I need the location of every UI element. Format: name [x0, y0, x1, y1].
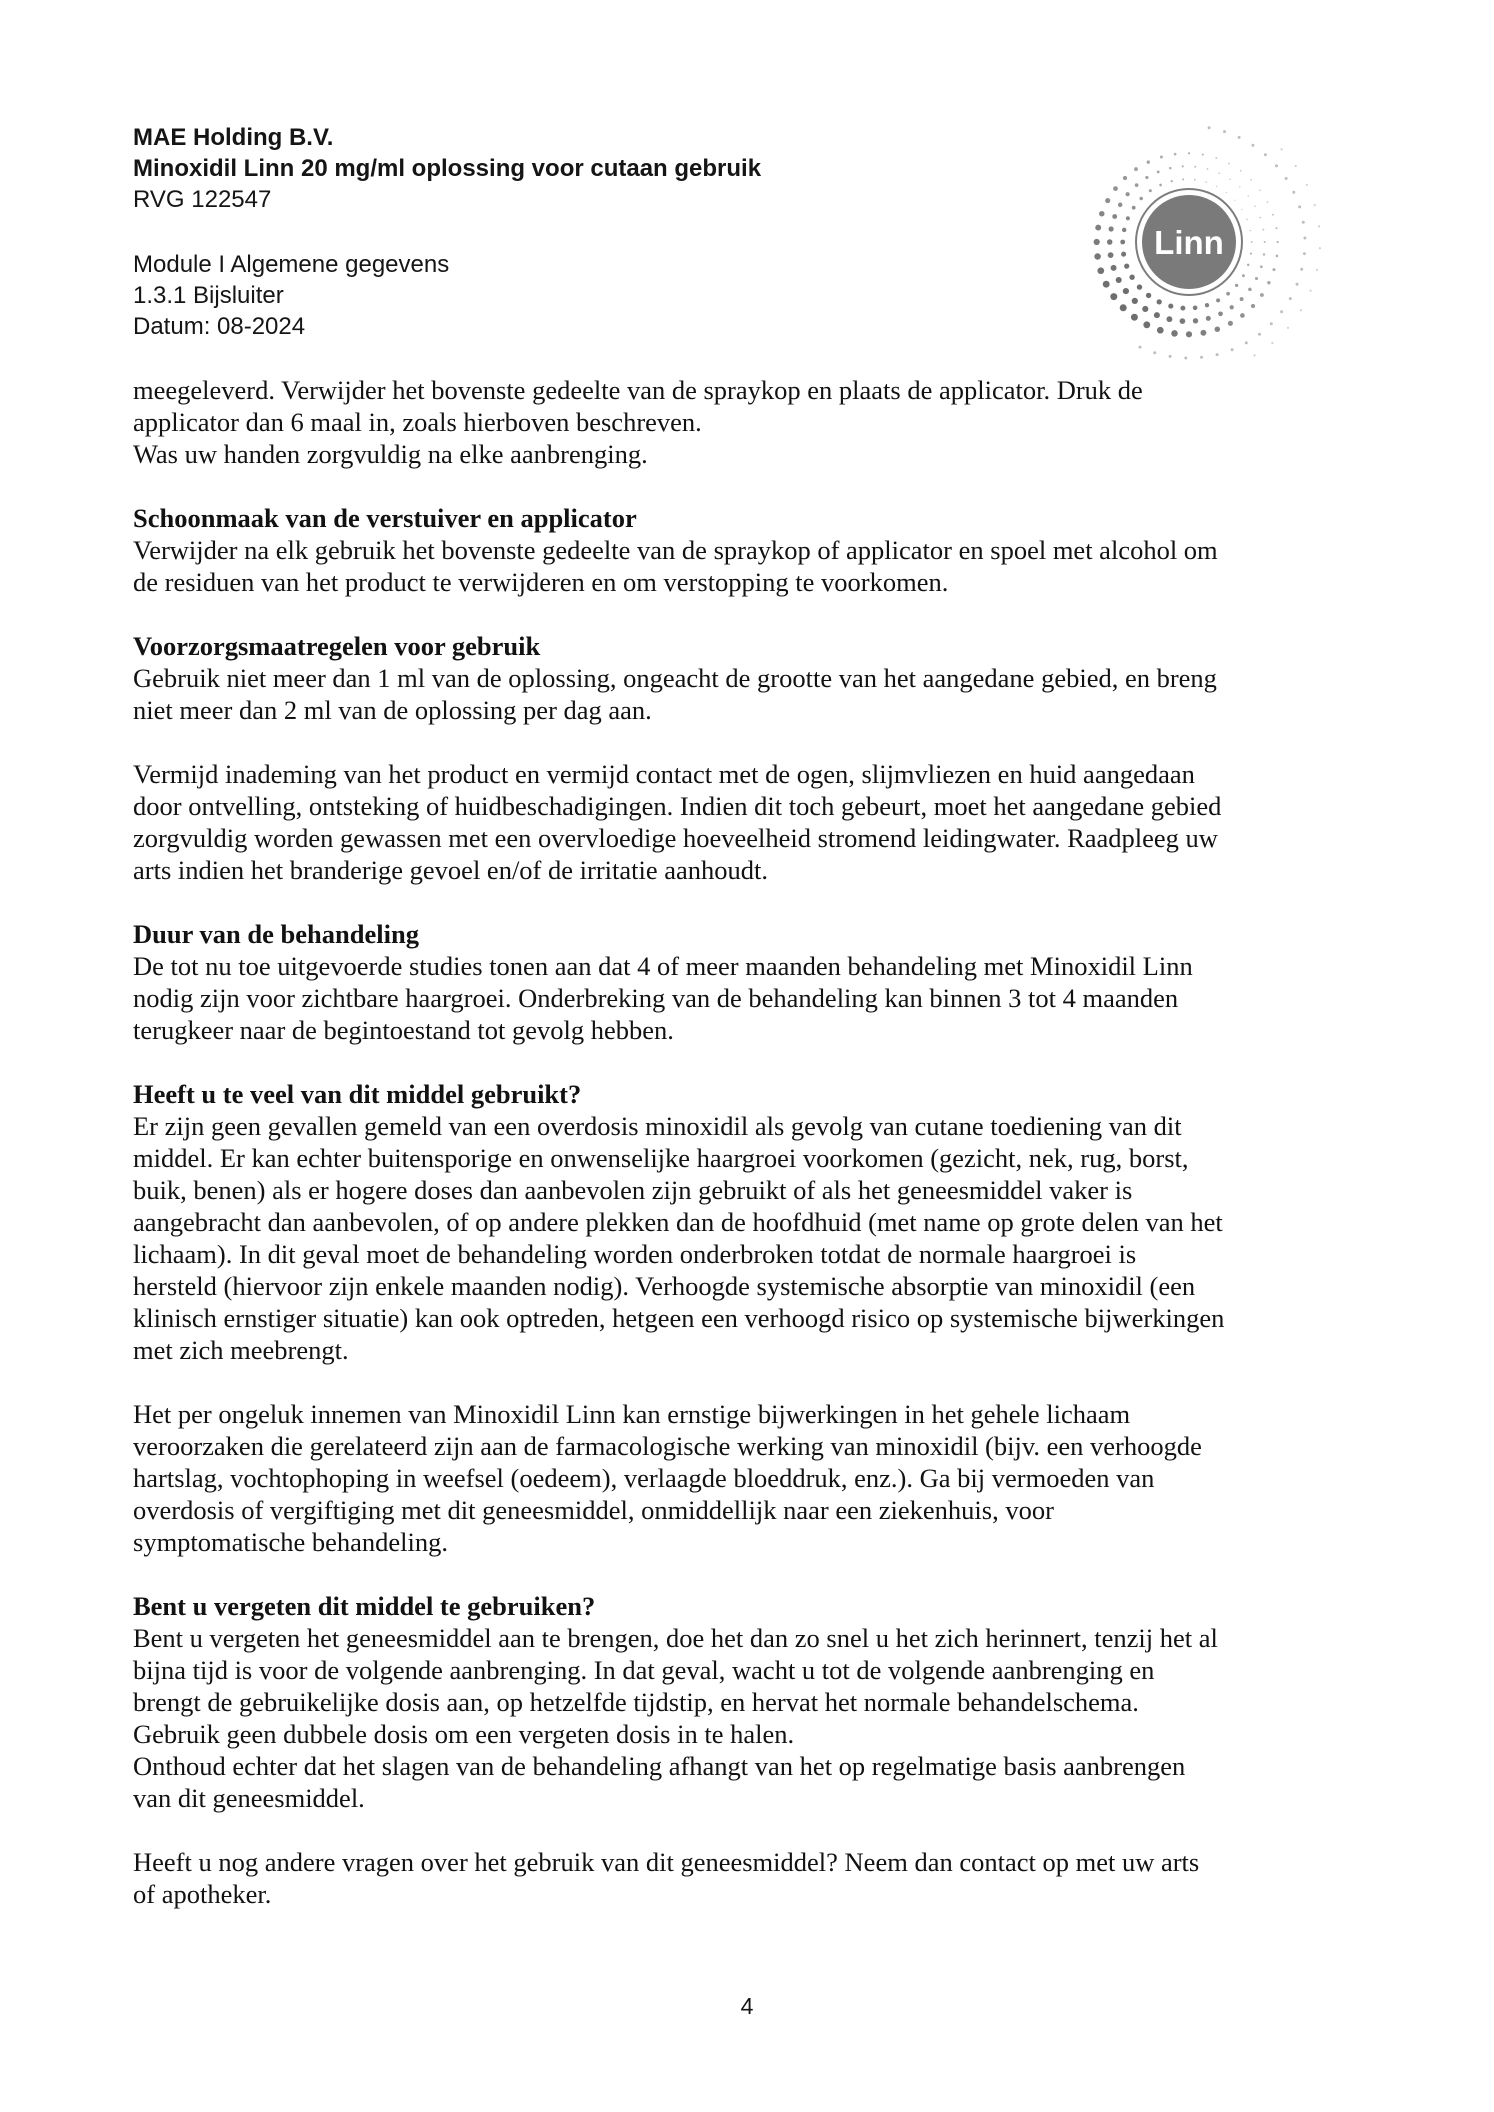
text-line: symptomatische behandeling. [133, 1527, 448, 1557]
text-line: lichaam). In dit geval moet de behandeling worden onderbroken totdat de normale haargroei is [133, 1239, 1137, 1269]
text-line: De tot nu toe uitgevoerde studies tonen aan dat 4 of meer maanden behandeling met Minoxidil Linn [133, 951, 1193, 981]
text-line: bijna tijd is voor de volgende aanbrenging. In dat geval, wacht u tot de volgende aanbrenging en [133, 1655, 1155, 1685]
text-line: Vermijd inademing van het product en vermijd contact met de ogen, slijmvliezen en huid aangedaan [133, 759, 1195, 789]
text-line: de residuen van het product te verwijderen en om verstopping te voorkomen. [133, 567, 949, 597]
paragraph [133, 950, 1224, 1046]
text-line: van dit geneesmiddel. [133, 1783, 365, 1813]
page-number: 4 [740, 1993, 754, 2019]
text-line: Het per ongeluk innemen van Minoxidil Linn kan ernstige bijwerkingen in het gehele lichaam [133, 1399, 1131, 1429]
date-line: Datum: 08-2024 [133, 313, 306, 340]
text-line: Bent u vergeten het geneesmiddel aan te brengen, doe het dan zo snel u het zich herinnert, tenzij het al [133, 1623, 1218, 1653]
text-line: nodig zijn voor zichtbare haargroei. Onderbreking van de behandeling kan binnen 3 tot 4 maanden [133, 983, 1179, 1013]
company-name: MAE Holding B.V. [133, 124, 334, 151]
module-line: Module I Algemene gegevens [133, 251, 450, 278]
text-line: Heeft u nog andere vragen over het gebruik van dit geneesmiddel? Neem dan contact op met uw arts [133, 1847, 1200, 1877]
paragraph [133, 1110, 1224, 1366]
text-line: niet meer dan 2 ml van de oplossing per dag aan. [133, 695, 652, 725]
text-line: door ontvelling, ontsteking of huidbeschadigingen. Indien dit toch gebeurt, moet het aangedane gebied [133, 791, 1222, 821]
paragraph [133, 1622, 1224, 1814]
text-line: terugkeer naar de begintoestand tot gevolg hebben. [133, 1015, 674, 1045]
paragraph [133, 758, 1224, 886]
text-line: Was uw handen zorgvuldig na elke aanbrenging. [133, 439, 648, 469]
logo-wordmark: Linn [1154, 224, 1224, 261]
section-line: 1.3.1 Bijsluiter [133, 282, 284, 309]
text-line: meegeleverd. Verwijder het bovenste gedeelte van de spraykop en plaats de applicator. Druk de [133, 375, 1143, 405]
section-heading: Schoonmaak van de verstuiver en applicator [133, 503, 637, 533]
text-line: veroorzaken die gerelateerd zijn aan de farmacologische werking van minoxidil (bijv. een verhoogde [133, 1431, 1202, 1461]
text-line: buik, benen) als er hogere doses dan aanbevolen zijn gebruikt of als het geneesmiddel vaker is [133, 1175, 1133, 1205]
text-line: zorgvuldig worden gewassen met een overvloedige hoeveelheid stromend leidingwater. Raadpleeg uw [133, 823, 1218, 853]
paragraph [133, 1398, 1224, 1558]
paragraph [133, 662, 1224, 726]
text-line: overdosis of vergiftiging met dit geneesmiddel, onmiddellijk naar een ziekenhuis, voor [133, 1495, 1054, 1525]
registration-number: RVG 122547 [133, 186, 272, 213]
linn-logo [1062, 110, 1330, 378]
document-header [133, 122, 761, 342]
text-line: hersteld (hiervoor zijn enkele maanden nodig). Verhoogde systemische absorptie van minoxidil (een [133, 1271, 1196, 1301]
section-heading: Voorzorgsmaatregelen voor gebruik [133, 631, 541, 661]
paragraph [133, 374, 1224, 470]
leaflet-body [133, 374, 1224, 1910]
text-line: middel. Er kan echter buitensporige en onwenselijke haargroei voorkomen (gezicht, nek, rug, borst, [133, 1143, 1189, 1173]
text-line: aangebracht dan aanbevolen, of op andere plekken dan de hoofdhuid (met name op grote delen van het [133, 1207, 1223, 1237]
section-heading: Duur van de behandeling [133, 919, 419, 949]
text-line: klinisch ernstiger situatie) kan ook optreden, hetgeen een verhoogd risico op systemische bijwerkingen [133, 1303, 1225, 1333]
text-line: applicator dan 6 maal in, zoals hierboven beschreven. [133, 407, 702, 437]
text-line: hartslag, vochtophoping in weefsel (oedeem), verlaagde bloeddruk, enz.). Ga bij vermoeden van [133, 1463, 1155, 1493]
text-line: Verwijder na elk gebruik het bovenste gedeelte van de spraykop of applicator en spoel met alcohol om [133, 535, 1218, 565]
text-line: Gebruik geen dubbele dosis om een vergeten dosis in te halen. [133, 1719, 795, 1749]
section-heading: Bent u vergeten dit middel te gebruiken? [133, 1591, 596, 1621]
text-line: Gebruik niet meer dan 1 ml van de oplossing, ongeacht de grootte van het aangedane gebied, en breng [133, 663, 1217, 693]
paragraph [133, 1846, 1224, 1910]
section-heading: Heeft u te veel van dit middel gebruikt? [133, 1079, 582, 1109]
text-line: met zich meebrengt. [133, 1335, 349, 1365]
text-line: Onthoud echter dat het slagen van de behandeling afhangt van het op regelmatige basis aanbrengen [133, 1751, 1186, 1781]
text-line: brengt de gebruikelijke dosis aan, op hetzelfde tijdstip, en hervat het normale behandelschema. [133, 1687, 1139, 1717]
text-line: arts indien het branderige gevoel en/of de irritatie aanhoudt. [133, 855, 769, 885]
paragraph [133, 534, 1224, 598]
text-line: of apotheker. [133, 1879, 272, 1909]
text-line: Er zijn geen gevallen gemeld van een overdosis minoxidil als gevolg van cutane toediening van dit [133, 1111, 1182, 1141]
product-title: Minoxidil Linn 20 mg/ml oplossing voor cutaan gebruik [133, 155, 762, 182]
module-block [133, 249, 761, 342]
